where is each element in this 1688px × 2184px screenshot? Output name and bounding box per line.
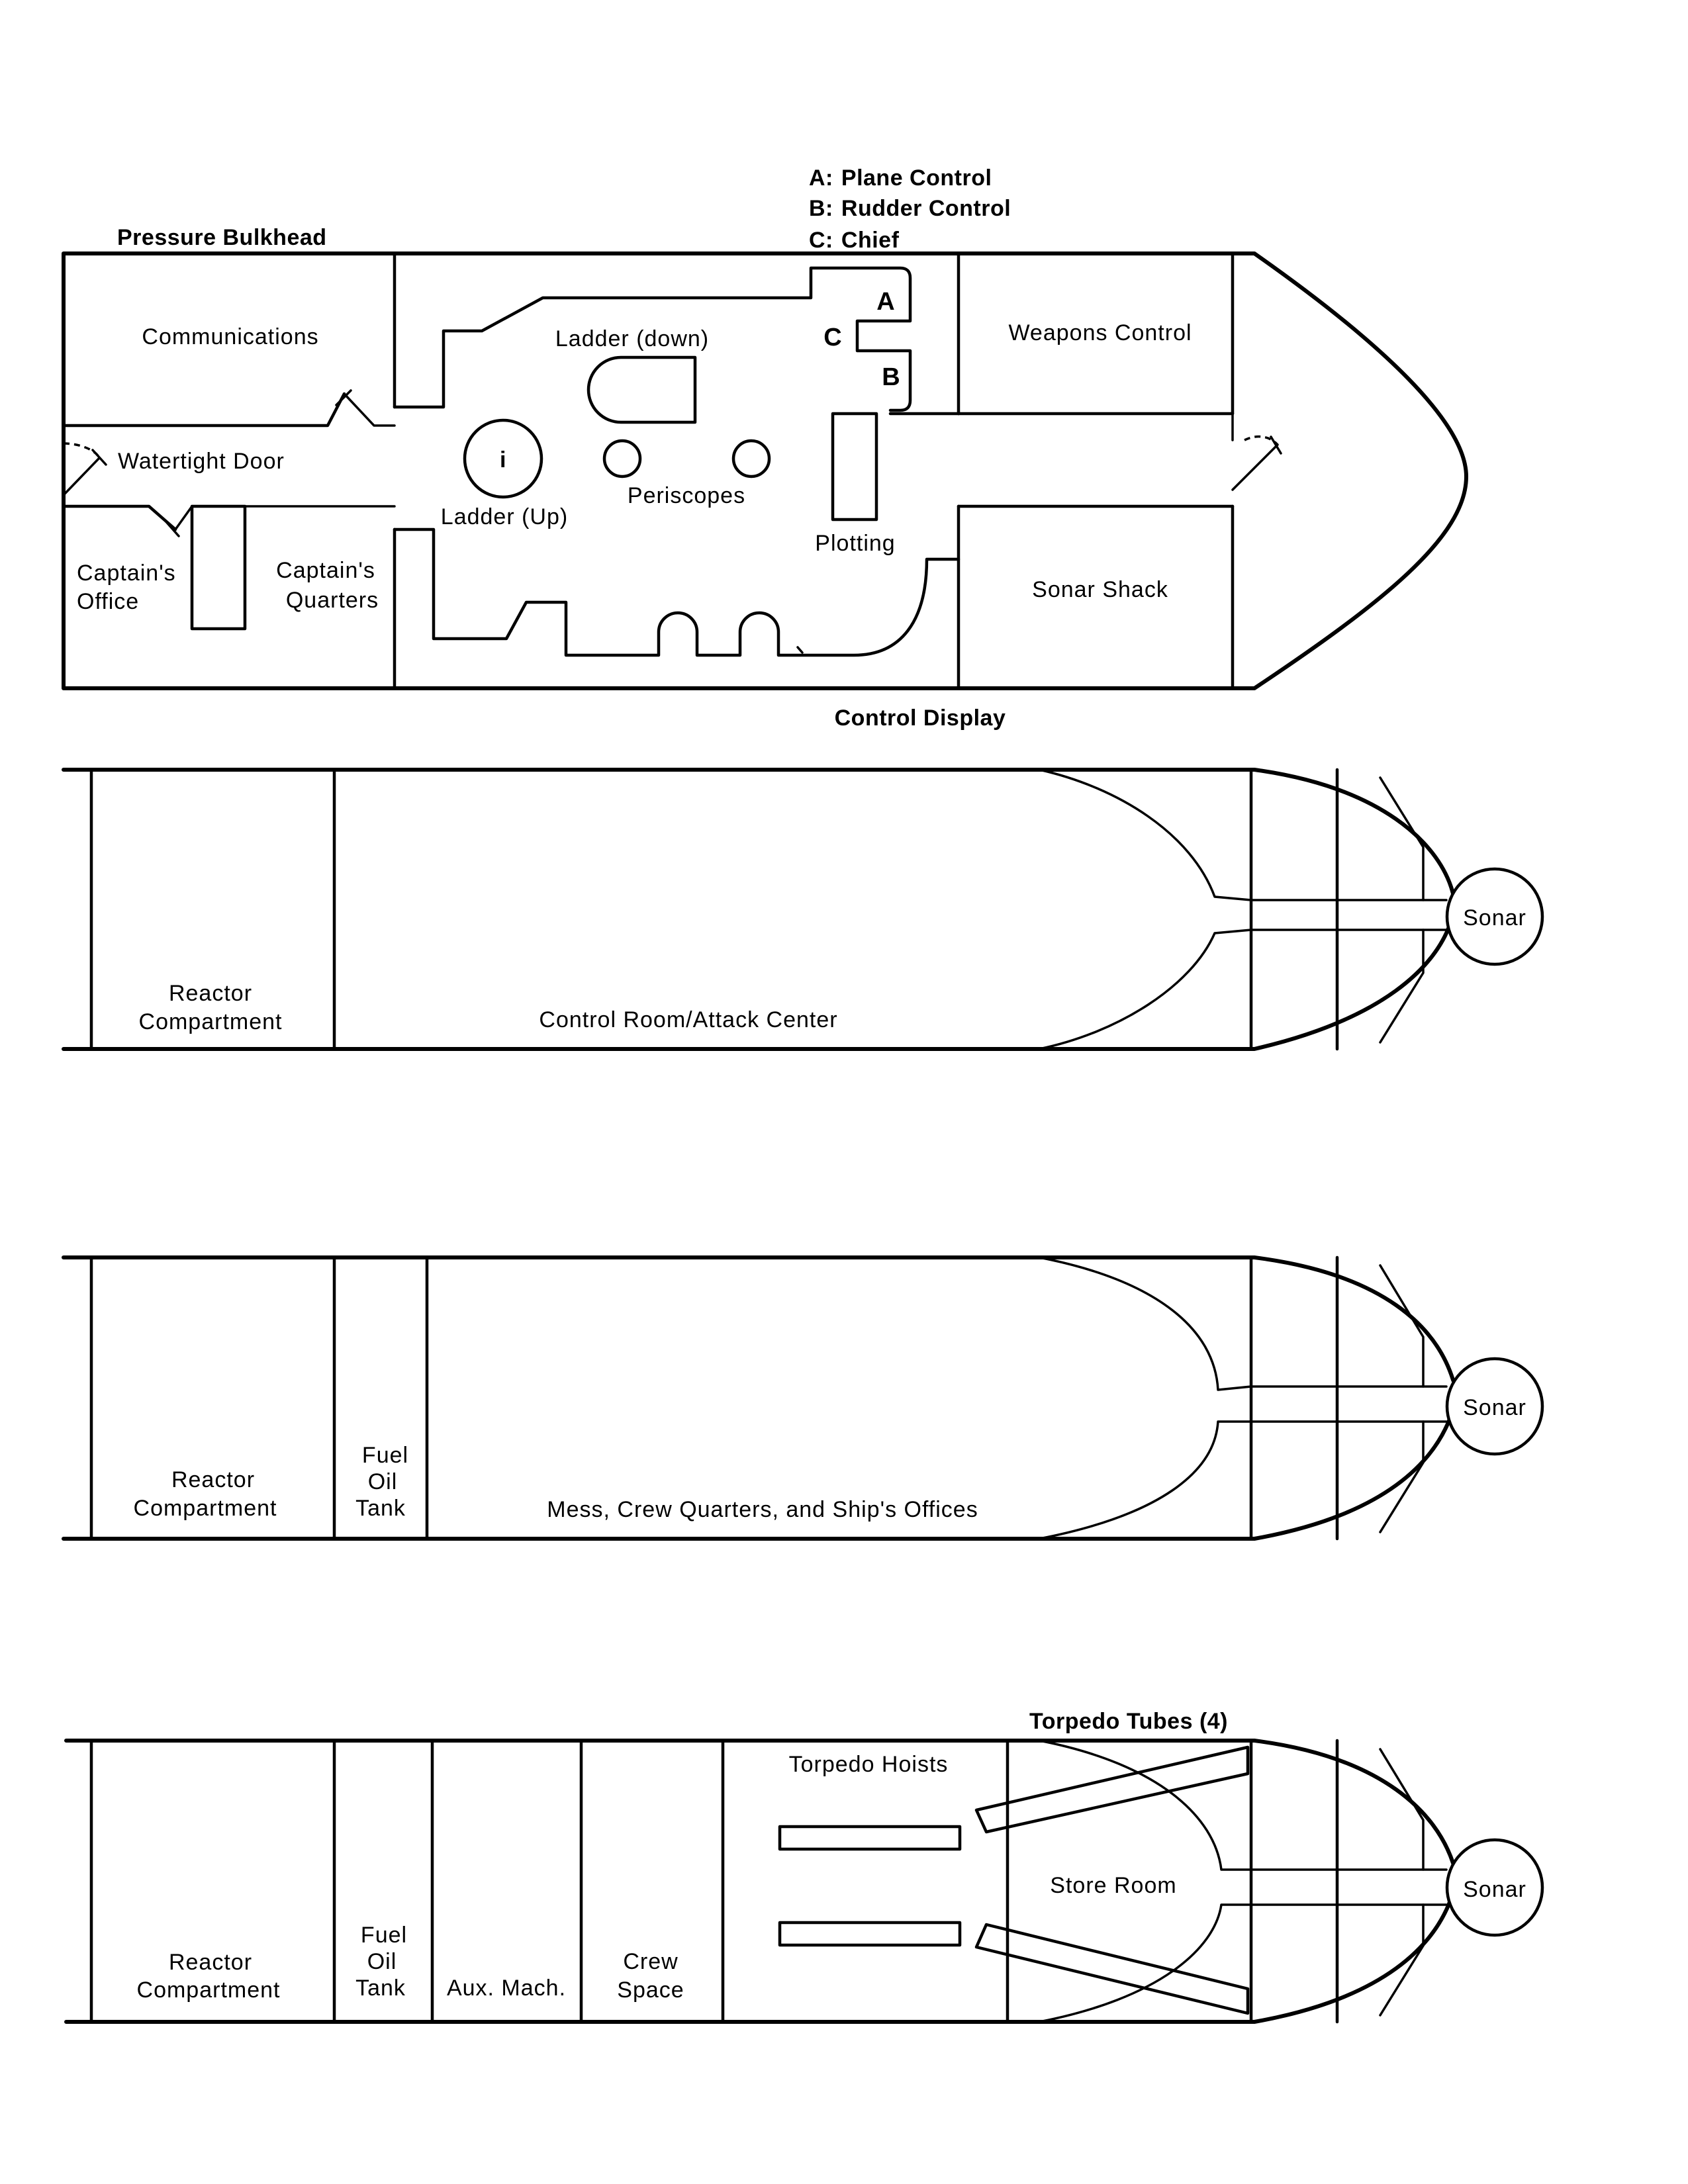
reactor-label-middle-2: Compartment: [133, 1496, 277, 1521]
captains-quarters-label-1: Captain's: [276, 558, 375, 583]
reactor-label-upper-2: Compartment: [138, 1009, 283, 1034]
sonar-label-upper: Sonar: [1463, 905, 1526, 931]
bow-dome-upper: [1039, 770, 1251, 900]
ladder-down-label: Ladder (down): [555, 326, 710, 351]
legend-key-a: A:: [809, 165, 833, 191]
frame-line: [1380, 1422, 1423, 1532]
periscopes-label: Periscopes: [627, 483, 746, 508]
fuel-oil-tank-label-middle-3: Tank: [355, 1496, 406, 1521]
frame-line: [1380, 1265, 1423, 1387]
sonar-label-lower: Sonar: [1463, 1877, 1526, 1902]
bow-dome-upper: [1039, 1741, 1251, 1870]
svg-text:C:Chief: [809, 228, 900, 253]
watertight-door-label: Watertight Door: [118, 449, 285, 474]
control-deck-plan: [64, 165, 1466, 731]
legend-text-b: Rudder Control: [841, 196, 1011, 221]
legend-key-c: C:: [809, 228, 833, 253]
frame-line: [1380, 1905, 1423, 2015]
fuel-oil-tank-label-lower-3: Tank: [355, 1976, 406, 2001]
plotting-table: [833, 414, 876, 520]
captains-office-label-1: Captain's: [77, 561, 176, 586]
fuel-oil-tank-label-lower-2: Oil: [367, 1949, 397, 1974]
captains-quarters-label-2: Quarters: [285, 588, 379, 613]
frame-line: [1380, 1749, 1423, 1870]
bow-dome-lower: [1039, 930, 1251, 1049]
ladder-up-label: Ladder (Up): [440, 504, 569, 529]
bow-dome-lower: [1039, 1422, 1251, 1539]
captains-quarters-wall: [175, 506, 395, 529]
deck-lower-plan: [66, 1709, 1542, 2022]
periscope-2: [733, 441, 769, 477]
torpedo-hoists-label: Torpedo Hoists: [788, 1752, 949, 1777]
store-room-label: Store Room: [1050, 1873, 1177, 1898]
communications-wall: [64, 394, 344, 426]
reactor-label-lower-1: Reactor: [168, 1950, 253, 1975]
plotting-label: Plotting: [815, 531, 896, 556]
reactor-label-middle-1: Reactor: [171, 1467, 256, 1492]
torpedo-tubes-label: Torpedo Tubes (4): [1029, 1709, 1229, 1734]
legend-text-a: Plane Control: [841, 165, 992, 191]
ladder-down: [588, 357, 695, 422]
station-c-label: C: [823, 324, 842, 351]
legend-text-c: Chief: [841, 228, 900, 253]
crew-space-label-2: Space: [617, 1978, 684, 2003]
captains-office-label-2: Office: [77, 589, 140, 614]
captains-desk: [192, 506, 245, 629]
station-a-label: A: [876, 288, 895, 316]
svg-text:B:Rudder Control: [809, 196, 1011, 221]
fuel-oil-tank-label-middle-1: Fuel: [361, 1443, 409, 1468]
crew-space-label-1: Crew: [623, 1949, 679, 1974]
captains-office-wall: [64, 506, 175, 529]
tick-mark: [798, 647, 802, 653]
torpedo-hoist-1: [780, 1827, 960, 1849]
deck-middle-plan: [64, 1257, 1542, 1539]
fuel-oil-tank-label-lower-1: Fuel: [360, 1923, 408, 1948]
mess-label: Mess, Crew Quarters, and Ship's Offices: [547, 1497, 978, 1522]
periscope-1: [604, 441, 640, 477]
sonar-label-middle: Sonar: [1463, 1395, 1526, 1420]
weapons-control-label: Weapons Control: [1008, 320, 1192, 345]
reactor-label-upper-1: Reactor: [168, 981, 253, 1006]
forward-door-leaf: [1233, 445, 1278, 490]
torpedo-hoist-2: [780, 1923, 960, 1945]
aux-mach-label: Aux. Mach.: [446, 1976, 567, 2001]
watertight-door-leaf: [64, 458, 99, 495]
pressure-bulkhead-label: Pressure Bulkhead: [117, 225, 327, 250]
communications-label: Communications: [142, 324, 319, 349]
fuel-oil-tank-label-middle-2: Oil: [367, 1469, 398, 1494]
sonar-shack-label: Sonar Shack: [1032, 577, 1168, 602]
bow-dome-upper: [1039, 1257, 1251, 1390]
station-b-label: B: [882, 363, 900, 391]
communications-door: [344, 394, 395, 426]
frame-line: [1380, 778, 1423, 900]
svg-text:A:Plane Control: [809, 165, 992, 191]
legend-key-b: B:: [809, 196, 833, 221]
control-room-label: Control Room/Attack Center: [539, 1007, 838, 1032]
reactor-label-lower-2: Compartment: [136, 1978, 281, 2003]
control-display-label: Control Display: [834, 705, 1006, 731]
control-legend: [809, 165, 1011, 253]
deck-upper-plan: [64, 770, 1542, 1049]
ladder-up-mark: i: [500, 447, 506, 473]
